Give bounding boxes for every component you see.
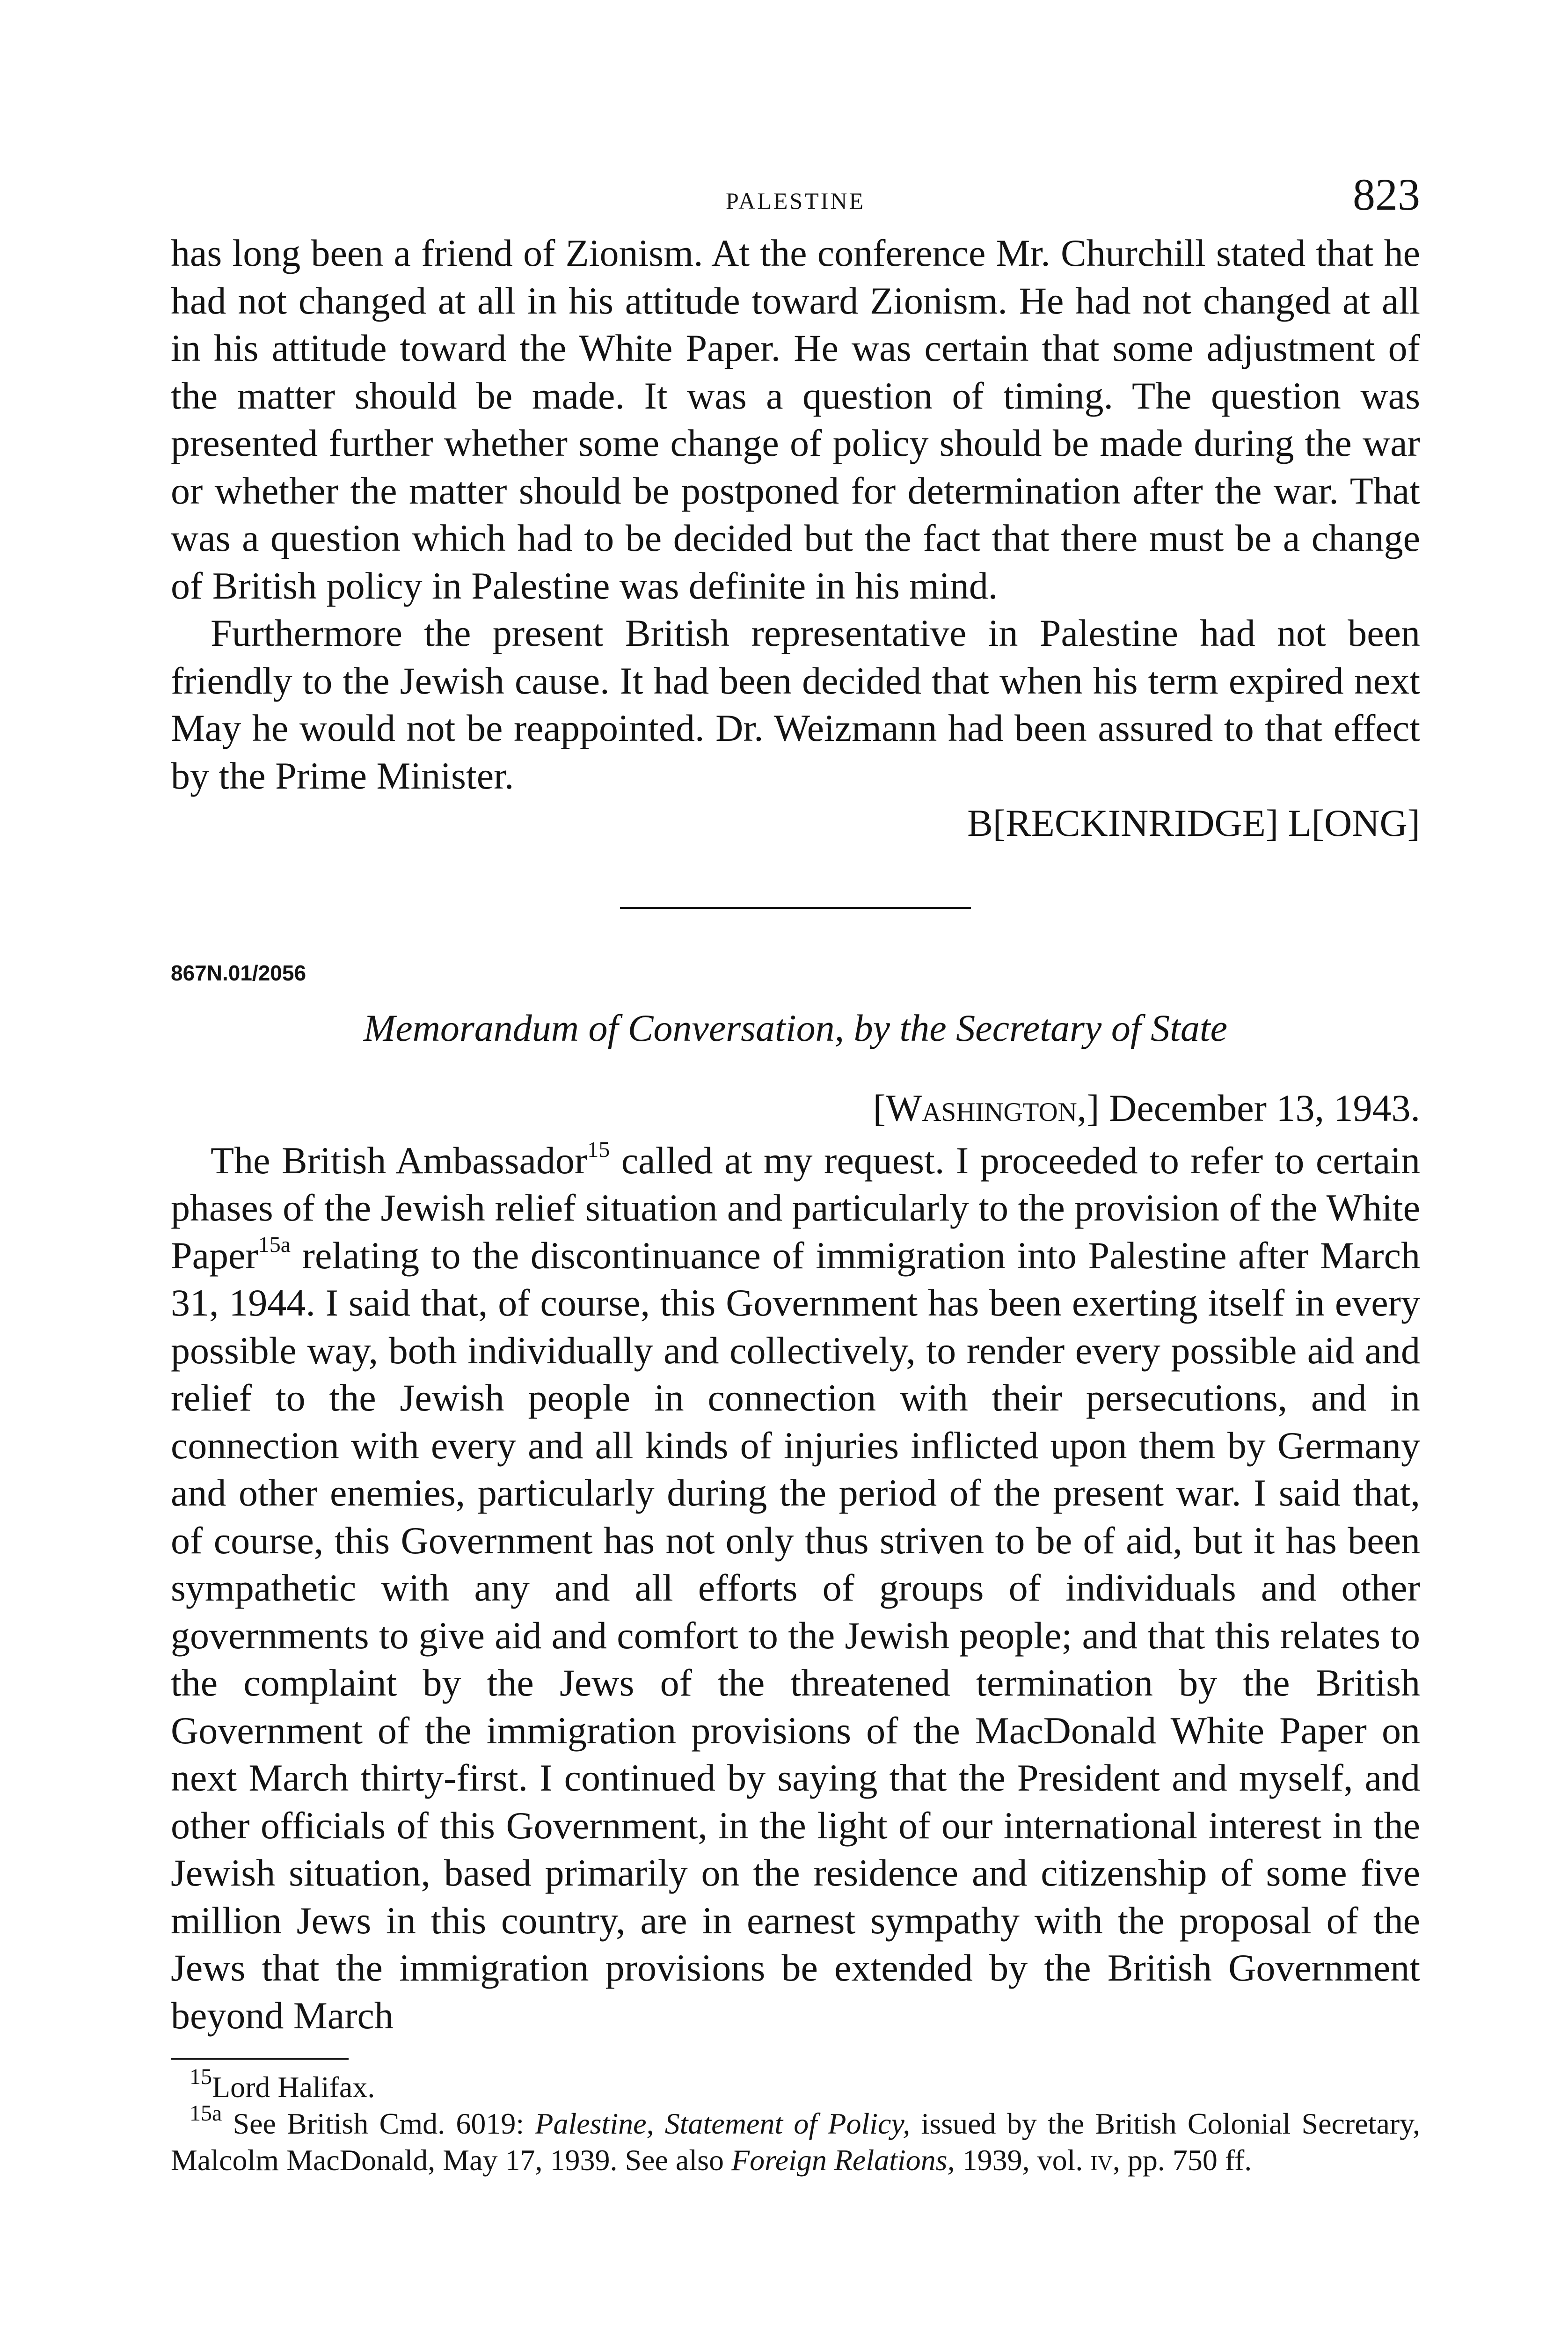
footnote-15a-middle: issued by the British Colonial Secretary, Malcolm MacDonald, May 17, 1939. See also: [171, 2107, 1421, 2177]
page-header: [171, 168, 1420, 229]
footnote-15a: [171, 2100, 1421, 2179]
signature-mid: ] L[: [1265, 802, 1325, 844]
footnote-divider: [171, 2058, 349, 2060]
dateline-place: Washington: [885, 1087, 1077, 1129]
footnote-mark-15a: 15a: [190, 2100, 222, 2126]
document-page: [171, 168, 1420, 2179]
running-head: PALESTINE: [725, 188, 866, 214]
footnote-15a-ref: Foreign Relations,: [731, 2143, 955, 2177]
memorandum-section: [171, 960, 1420, 2040]
page-number: 823: [1353, 169, 1420, 219]
footnote-15a-vol: iv: [1090, 2143, 1113, 2177]
signature-b: B[: [967, 802, 1006, 844]
footnote-ref-15: 15: [587, 1137, 610, 1163]
footnote-15a-title: Palestine, Statement of Policy,: [535, 2107, 911, 2140]
body-part-3: relating to the discontinuance of immigration into Palestine after March 31, 1944. I said that, of course, this Government has been exerting itself in every possible way, both individually and collectively, to render every possible aid and relief to the Jewish people in connection with their persecutions, and in connection with every and all kinds of injuries inflicted upon them by Germany and other enemies, particularly during the period of the present war. I said that, of course, this Government has not only thus striven to be of aid, but it has been sympathetic with any and all efforts of groups of individuals and other governments to give aid and comfort to the Jewish people; and that this relates to the complaint by the Jews of the threatened termination by the British Government of the immigration provisions of the MacDonald White Paper on next March thirty-first. I continued by saying that the President and myself, and other officials of this Government, in the light of our international interest in the Jewish situation, based primarily on the residence and citizenship of some five million Jews in this country, are in earnest sympathy with the proposal of the Jews that the immigration provisions be extended by the British Government beyond March: [171, 1234, 1420, 2037]
footnote-mark-15: 15: [190, 2064, 212, 2089]
footnote-15a-pages: , pp. 750 ff.: [1112, 2143, 1252, 2177]
signature-b-rest: RECKINRIDGE: [1006, 802, 1266, 844]
footnote-ref-15a: 15a: [258, 1232, 291, 1258]
continuation-paragraph: has long been a friend of Zionism. At the conference Mr. Churchill stated that he had not changed at all in his attitude toward Zionism. He had not changed at all in his attitude toward the White Paper. He was certain that some adjustment of the matter should be made. It was a question of timing. The question was presented further whether some change of policy should be made during the war or whether the matter should be postponed for determination after the war. That was a question which had to be decided but the fact that there must be a change of British policy in Palestine was definite in his mind.: [171, 232, 1420, 607]
signature: [171, 799, 1420, 847]
continuation-section: [171, 229, 1420, 847]
body-part-1: The British Ambassador: [211, 1139, 588, 1182]
continuation-paragraph: Furthermore the present British representative in Palestine had not been friendly to the Jewish cause. It had been decided that when his term expired next May he would not be reappointed. Dr. Weizmann had been assured to that effect by the Prime Minister.: [171, 612, 1420, 797]
memorandum-body: [171, 1137, 1420, 2040]
body-part-2: called at my request. I proceeded to refer to certain phases of the Jewish relief situation and particularly to the provision of the White Paper: [171, 1139, 1421, 1277]
dateline-close: ,] December 13, 1943.: [1077, 1087, 1420, 1129]
signature-l-rest: ONG: [1324, 802, 1408, 844]
file-number: 867N.01/2056: [171, 960, 306, 985]
footnote-15a-tail: 1939, vol.: [955, 2143, 1091, 2177]
footnote-15a-lead: See British Cmd. 6019:: [222, 2107, 535, 2140]
dateline-open: [: [873, 1087, 886, 1129]
section-divider: [620, 907, 971, 909]
dateline: [171, 1084, 1420, 1132]
footnote-15-text: Lord Halifax.: [212, 2070, 375, 2104]
signature-end: ]: [1407, 802, 1420, 844]
document-title: Memorandum of Conversation, by the Secretary of State: [363, 1006, 1228, 1049]
footnote-15: [171, 2064, 1420, 2106]
footnotes: [171, 2064, 1421, 2179]
